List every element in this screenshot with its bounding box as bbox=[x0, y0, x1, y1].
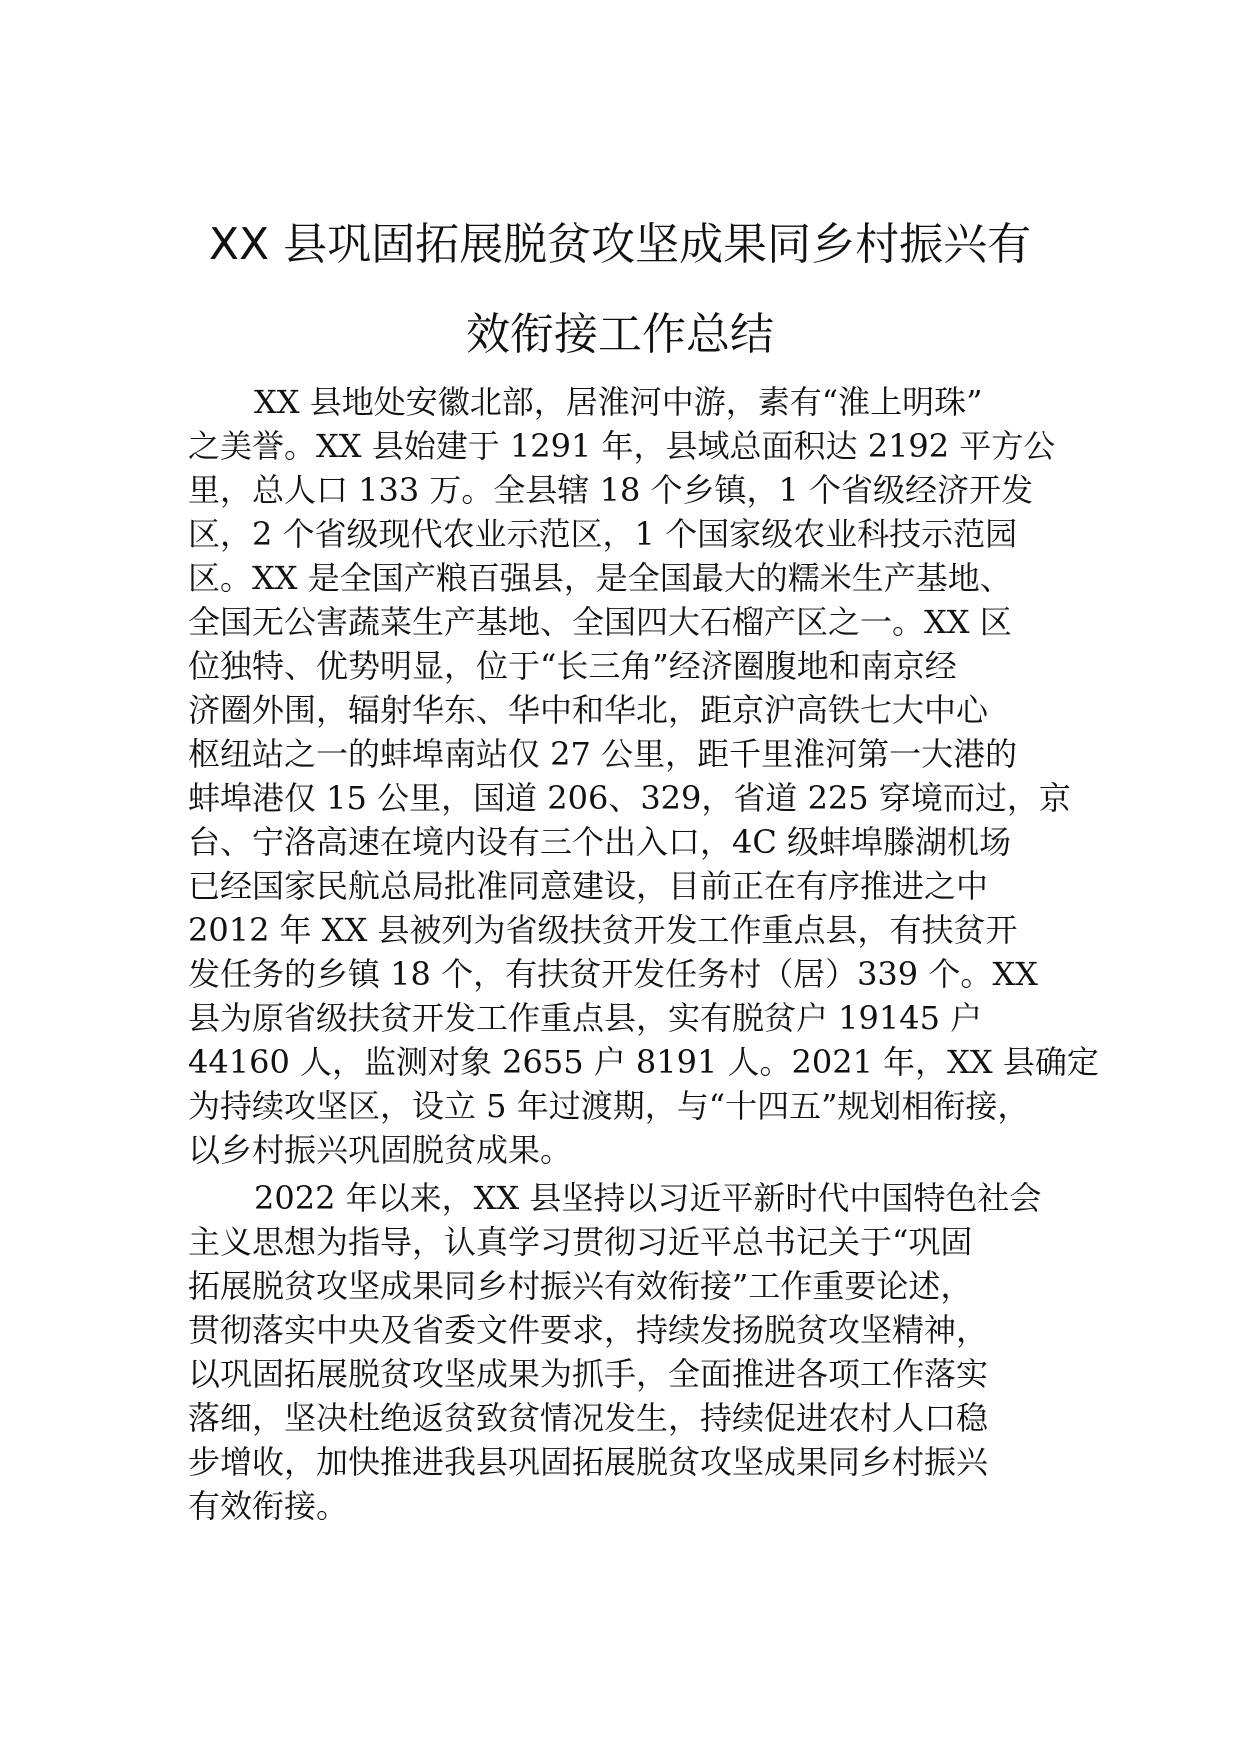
paragraph-1-line: 位独特、优势明显，位于“长三角”经济圈腹地和南京经 bbox=[188, 647, 957, 685]
paragraph-1-line: 为持续攻坚区，设立 5 年过渡期，与“十四五”规划相衔接， bbox=[188, 1087, 1030, 1125]
paragraph-1-line: XX 县地处安徽北部，居淮河中游，素有“淮上明珠” bbox=[254, 383, 983, 421]
paragraph-2-line: 以巩固拓展脱贫攻坚成果为抓手，全面推进各项工作落实 bbox=[188, 1355, 989, 1393]
paragraph-2-line: 2022 年以来，XX 县坚持以习近平新时代中国特色社会 bbox=[254, 1179, 1042, 1217]
paragraph-1-line: 台、宁洛高速在境内设有三个出入口，4C 级蚌埠滕湖机场 bbox=[188, 823, 1012, 861]
paragraph-1-line: 44160 人，监测对象 2655 户 8191 人。2021 年，XX 县确定 bbox=[188, 1043, 1099, 1081]
paragraph-2-line: 拓展脱贫攻坚成果同乡村振兴有效衔接”工作重要论述， bbox=[188, 1267, 973, 1305]
paragraph-1-line: 以乡村振兴巩固脱贫成果。 bbox=[188, 1131, 573, 1169]
paragraph-1-line: 蚌埠港仅 15 公里，国道 206、329，省道 225 穿境而过，京 bbox=[188, 779, 1071, 817]
document-title-line-1: XX 县巩固拓展脱贫攻坚成果同乡村振兴有 bbox=[208, 219, 1032, 270]
paragraph-2-line: 落细，坚决杜绝返贫致贫情况发生，持续促进农村人口稳 bbox=[188, 1399, 989, 1437]
paragraph-1-line: 区，2 个省级现代农业示范区，1 个国家级农业科技示范园 bbox=[188, 515, 1018, 553]
paragraph-2-line: 贯彻落实中央及省委文件要求，持续发扬脱贫攻坚精神， bbox=[188, 1311, 989, 1349]
paragraph-1-line: 2012 年 XX 县被列为省级扶贫开发工作重点县，有扶贫开 bbox=[188, 911, 1018, 949]
paragraph-1-line: 县为原省级扶贫开发工作重点县，实有脱贫户 19145 户 bbox=[188, 999, 983, 1037]
paragraph-1-line: 全国无公害蔬菜生产基地、全国四大石榴产区之一。XX 区 bbox=[188, 603, 1012, 641]
paragraph-1-line: 发任务的乡镇 18 个，有扶贫开发任务村（居）339 个。XX bbox=[188, 955, 1038, 993]
paragraph-1-line: 区。XX 是全国产粮百强县，是全国最大的糯米生产基地、 bbox=[188, 559, 1012, 597]
paragraph-1-line: 里，总人口 133 万。全县辖 18 个乡镇，1 个省级经济开发 bbox=[188, 471, 1034, 509]
document-title-line-2: 效衔接工作总结 bbox=[466, 309, 774, 360]
paragraph-1-line: 已经国家民航总局批准同意建设，目前正在有序推进之中 bbox=[188, 867, 989, 905]
paragraph-2-line: 步增收，加快推进我县巩固拓展脱贫攻坚成果同乡村振兴 bbox=[188, 1443, 989, 1481]
paragraph-1-line: 枢纽站之一的蚌埠南站仅 27 公里，距千里淮河第一大港的 bbox=[188, 735, 1018, 773]
paragraph-2-line: 有效衔接。 bbox=[188, 1487, 349, 1525]
paragraph-2-line: 主义思想为指导，认真学习贯彻习近平总书记关于“巩固 bbox=[188, 1223, 973, 1261]
paragraph-1-line: 之美誉。XX 县始建于 1291 年，县域总面积达 2192 平方公 bbox=[188, 427, 1056, 465]
paragraph-1-line: 济圈外围，辐射华东、华中和华北，距京沪高铁七大中心 bbox=[188, 691, 989, 729]
